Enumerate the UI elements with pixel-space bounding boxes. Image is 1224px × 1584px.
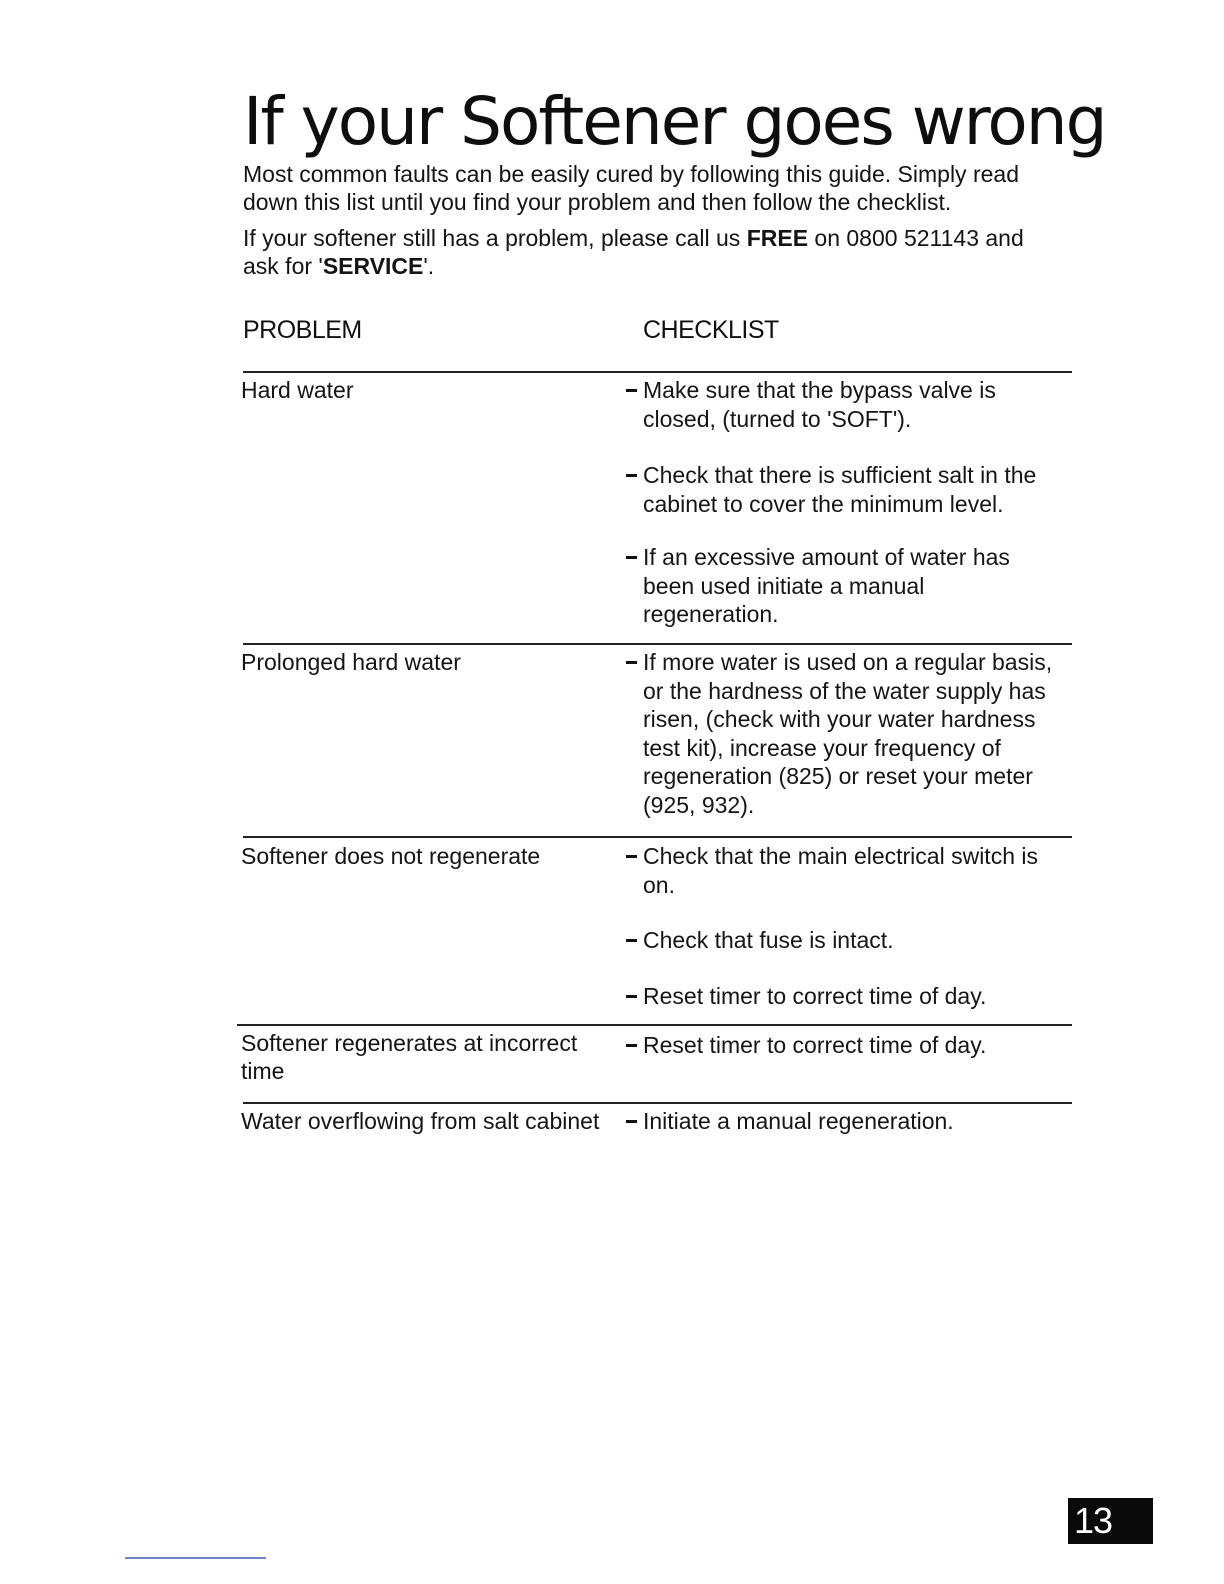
bullet-dash-icon <box>626 556 637 559</box>
checklist-text: Check that the main electrical switch is on. <box>643 843 1038 898</box>
bullet-dash-icon <box>626 389 637 392</box>
checklist-text: If an excessive amount of water has been used initiate a manual regeneration. <box>643 544 1010 628</box>
checklist-text: Check that there is sufficient salt in the cabinet to cover the minimum level. <box>643 462 1037 517</box>
bullet-dash-icon <box>626 855 637 858</box>
checklist-item <box>624 842 1064 899</box>
page-number-badge: 13 <box>1068 1498 1153 1544</box>
problem-prolonged-hard-water: Prolonged hard water <box>241 649 461 675</box>
bullet-dash-icon <box>626 1120 637 1123</box>
problem-does-not-regenerate: Softener does not regenerate <box>241 843 541 869</box>
row-divider <box>243 836 1072 838</box>
row-divider <box>237 1024 1072 1026</box>
free-emphasis: FREE <box>746 225 809 251</box>
checklist-text: If more water is used on a regular basis, or the hardness of the water supply has risen, (check with your water hardness test kit), increase your frequency of regeneration (825) or reset your meter (925, 932). <box>643 649 1053 818</box>
checklist-item <box>624 1107 1064 1136</box>
column-header-problem: PROBLEM <box>243 316 362 344</box>
header-divider <box>243 371 1072 373</box>
problem-hard-water: Hard water <box>241 377 354 403</box>
service-emphasis: SERVICE <box>322 253 424 279</box>
intro-call-prefix: If your softener still has a problem, please call us <box>243 225 747 251</box>
checklist-text: Make sure that the bypass valve is closed, (turned to 'SOFT'). <box>643 377 996 432</box>
problem-incorrect-time: Softener regenerates at incorrect time <box>241 1030 578 1084</box>
bullet-dash-icon <box>626 995 637 998</box>
intro-paragraph-guide: Most common faults can be easily cured by following this guide. Simply read down this list until you find your problem and then follow the checklist. <box>243 161 1019 215</box>
footer-blue-rule <box>125 1557 266 1559</box>
checklist-item <box>624 461 1064 518</box>
checklist-text: Check that fuse is intact. <box>643 927 894 953</box>
checklist-item <box>624 1031 1064 1060</box>
checklist-text: Reset timer to correct time of day. <box>643 1032 987 1058</box>
row-divider <box>243 643 1072 645</box>
checklist-item <box>624 376 1064 433</box>
intro-paragraph-service <box>243 224 1063 280</box>
checklist-item <box>624 648 1064 820</box>
checklist-text: Initiate a manual regeneration. <box>643 1108 954 1134</box>
problem-water-overflowing: Water overflowing from salt cabinet <box>241 1108 600 1134</box>
intro-call-middle: on 0800 521143 and ask for ' <box>243 225 1024 279</box>
checklist-item <box>624 982 1064 1011</box>
checklist-item <box>624 926 1064 955</box>
intro-call-suffix: '. <box>423 253 435 279</box>
checklist-text: Reset timer to correct time of day. <box>643 983 987 1009</box>
page-title: If your Softener goes wrong <box>243 83 1106 160</box>
row-divider <box>243 1102 1072 1104</box>
bullet-dash-icon <box>626 939 637 942</box>
bullet-dash-icon <box>626 474 637 477</box>
checklist-item <box>624 543 1064 629</box>
column-header-checklist: CHECKLIST <box>643 316 779 344</box>
bullet-dash-icon <box>626 661 637 664</box>
bullet-dash-icon <box>626 1044 637 1047</box>
